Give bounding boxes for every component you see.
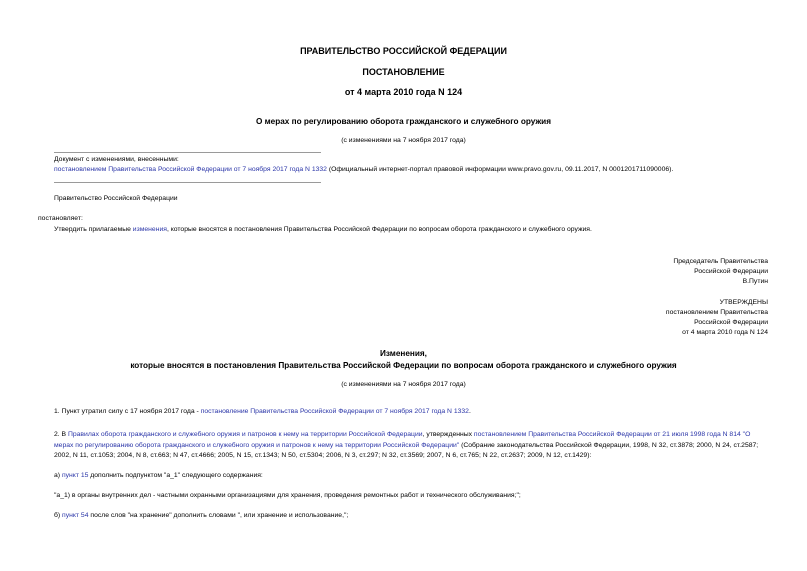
amendment-note: (с изменениями на 7 ноября 2017 года) bbox=[341, 137, 466, 144]
item-1-link[interactable]: постановление Правительства Российской Федерации от 7 ноября 2017 года N 1332 bbox=[200, 408, 469, 415]
changes-box-top-rule bbox=[54, 152, 321, 153]
item-b-suffix: после слов "на хранение" дополнить словами ", или хранение и использование,"; bbox=[88, 512, 349, 519]
item-a-suffix: дополнить подпунктом "а_1" следующего содержания: bbox=[88, 472, 263, 479]
signature-name: В.Путин bbox=[742, 278, 768, 285]
changes-amendment-note: (с изменениями на 7 ноября 2017 года) bbox=[341, 381, 466, 388]
item-2-suffix: (Собрание законодательства Российской Федерации, 1998, N 32, ст.3878; 2000, N 24, ст.2587; 2002, N 11, ст.1053; 2004, N 8, ст.663; N 47, ст.4666; 2005, N 15, ст.1343; N 50, ст.5304; 2006, N 3, ст.297; N 32, ст.3569; 2007, N 6, ст.765; N 22, ст.2637; 2009, N 12, ст.1429): bbox=[54, 441, 759, 459]
item-1-prefix: 1. Пункт утратил силу с 17 ноября 2017 года - bbox=[54, 408, 201, 415]
changes-box-suffix: (Официальный интернет-портал правовой информации www.pravo.gov.ru, 09.11.2017, N 0001201711090006). bbox=[326, 166, 674, 173]
signature-org: Российской Федерации bbox=[694, 268, 768, 275]
point-15-link[interactable]: пункт 15 bbox=[61, 472, 89, 479]
changes-link[interactable]: изменения bbox=[132, 226, 167, 233]
signature-title: Председатель Правительства bbox=[673, 258, 768, 265]
government-heading: ПРАВИТЕЛЬСТВО РОССИЙСКОЙ ФЕДЕРАЦИИ bbox=[300, 46, 507, 56]
amending-act-link[interactable]: постановлением Правительства Российской Федерации от 7 ноября 2017 года N 1332 bbox=[54, 166, 327, 173]
item-b-prefix: б) bbox=[54, 512, 63, 519]
changes-subtitle: которые вносятся в постановления Правительства Российской Федерации по вопросам оборота гражданского и служебного оружия bbox=[130, 361, 677, 370]
item-b bbox=[54, 512, 348, 521]
document-title: О мерах по регулированию оборота гражданского и служебного оружия bbox=[255, 117, 551, 126]
date-number-heading: от 4 марта 2010 года N 124 bbox=[344, 87, 463, 97]
item-2-prefix: 2. В bbox=[54, 431, 68, 438]
changes-box-bottom-rule bbox=[54, 182, 321, 183]
approved-by: постановлением Правительства bbox=[665, 309, 768, 316]
item-1-suffix: . bbox=[468, 408, 471, 415]
item-2-mid: , утвержденных bbox=[422, 431, 474, 438]
point-54-link[interactable]: пункт 54 bbox=[62, 512, 89, 519]
resolution-814-link[interactable]: постановлением Правительства Российской Федерации от 21 июля 1998 года N 814 "О мерах по регулированию оборота гражданского и служебного оружия и патронов к нему на территории Российской Федерации" bbox=[54, 431, 751, 449]
item-2 bbox=[54, 430, 768, 462]
item-a-prefix: а) bbox=[54, 472, 62, 479]
government-line: Правительство Российской Федерации bbox=[54, 195, 178, 202]
item-a1-text: "а_1) в органы внутренних дел - частными охранными организациями для хранения, проведения ремонтных работ и технического обслуживания;"; bbox=[54, 492, 521, 499]
approved-heading: УТВЕРЖДЕНЫ bbox=[719, 299, 768, 306]
changes-title: Изменения, bbox=[380, 349, 427, 358]
doc-type-heading: ПОСТАНОВЛЕНИЕ bbox=[362, 67, 445, 77]
approve-line bbox=[54, 226, 592, 235]
changes-box-line bbox=[54, 166, 673, 175]
item-a bbox=[54, 472, 263, 481]
approved-org: Российской Федерации bbox=[694, 319, 768, 326]
resolves-line: постановляет: bbox=[38, 215, 83, 222]
changes-box-label: Документ с изменениями, внесенными: bbox=[54, 156, 179, 163]
approved-date: от 4 марта 2010 года N 124 bbox=[682, 329, 768, 336]
item-1 bbox=[54, 408, 471, 417]
approve-prefix: Утвердить прилагаемые bbox=[54, 226, 133, 233]
rules-link[interactable]: Правилах оборота гражданского и служебного оружия и патронов к нему на территории Российской Федерации bbox=[67, 431, 423, 438]
approve-suffix: , которые вносятся в постановления Правительства Российской Федерации по вопросам оборота гражданского и служебного оружия. bbox=[166, 226, 592, 233]
